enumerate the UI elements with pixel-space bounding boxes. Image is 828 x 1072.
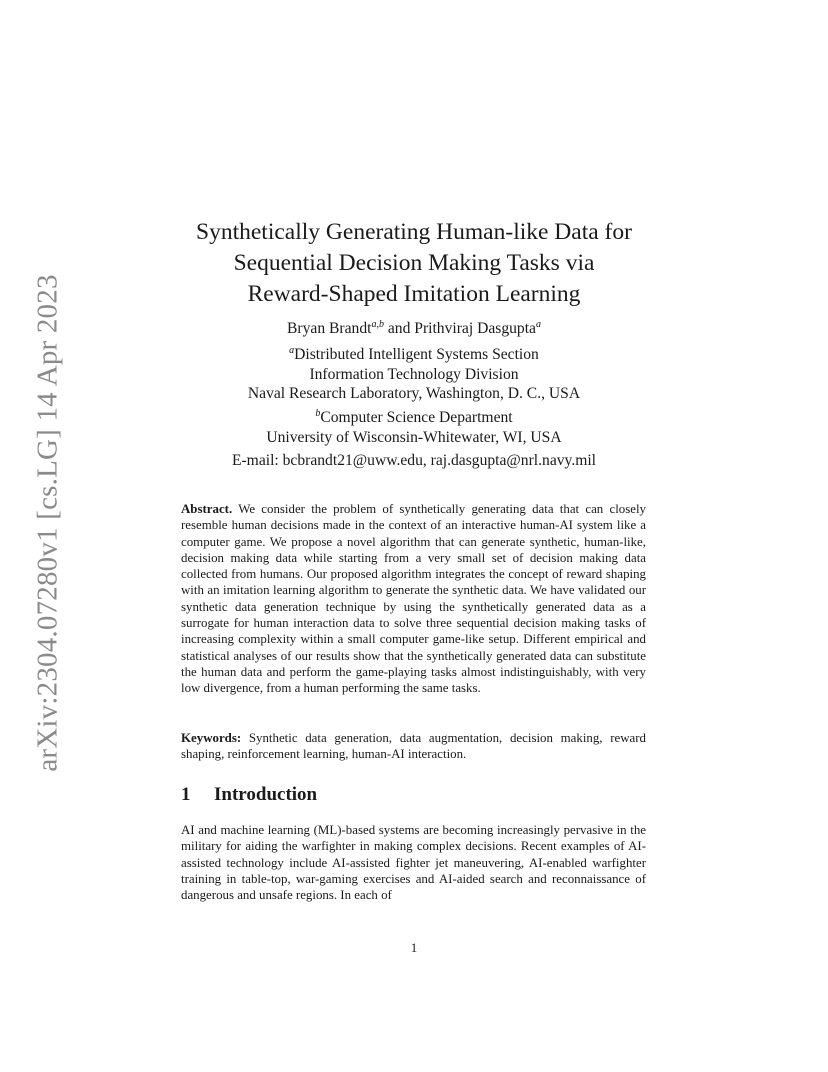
title-line: Sequential Decision Making Tasks via	[233, 250, 595, 276]
affiliation-line: Naval Research Laboratory, Washington, D. C., USA	[247, 385, 581, 402]
keywords-label: Keywords:	[181, 731, 242, 745]
author-affiliation-mark: a,b	[371, 318, 384, 330]
arxiv-identifier: arXiv:2304.07280v1 [cs.LG] 14 Apr 2023	[31, 274, 64, 772]
contact-email: E-mail: bcbrandt21@uww.edu, raj.dasgupta@nrl.navy.mil	[231, 452, 597, 469]
author-name: Bryan Brandt	[287, 320, 372, 337]
keywords-text: Synthetic data generation, data augmentation, decision making, reward shaping, reinforcement learning, human-AI interaction.	[181, 731, 646, 762]
section-heading	[181, 784, 317, 806]
author-list	[0, 320, 828, 338]
affiliation-line: Computer Science Department	[320, 409, 513, 426]
affiliation-mark: b	[315, 407, 321, 419]
paper-title	[0, 217, 828, 310]
author-name: Prithviraj Dasgupta	[414, 320, 536, 337]
affiliation-mark: a	[289, 344, 295, 356]
intro-paragraph: AI and machine learning (ML)-based systems are becoming increasingly pervasive in the military for aiding the warfighter in making complex decisions. Recent examples of AI-assisted technology include AI-assisted fighter jet maneuvering, AI-enabled warfighter training in table-top, war-gaming exercises and AI-aided search and reconnaissance of dangerous and unsafe regions. In each of	[181, 823, 646, 903]
page-number: 1	[410, 940, 418, 955]
section-number: 1	[181, 784, 191, 805]
affiliation-line: Information Technology Division	[309, 365, 519, 383]
author-conjunction: and	[383, 320, 415, 337]
affiliation-a	[0, 345, 828, 404]
keywords	[181, 730, 646, 763]
section-title: Introduction	[214, 784, 318, 805]
title-line: Reward-Shaped Imitation Learning	[247, 281, 581, 307]
abstract-text: We consider the problem of synthetically generating data that can closely resemble human decisions made in the context of an interactive human-AI system like a computer game. We propose a novel algorithm that can generate synthetic, human-like, decision making data while starting from a very small set of decision making data collected from humans. Our proposed algorithm integrates the concept of reward shaping with an imitation learning algorithm to generate the synthetic data. We have validated our synthetic data generation technique by using the synthetically generated data as a surrogate for human interaction data to solve three sequential decision making tasks of increasing complexity within a small computer game-like setup. Different empirical and statistical analyses of our results show that the synthetically generated data can substitute the human data and perform the game-playing tasks almost indistinguishably, with very low divergence, from a human performing the same tasks.	[181, 502, 646, 696]
abstract-label: Abstract.	[181, 502, 233, 516]
abstract	[181, 501, 646, 697]
title-line: Synthetically Generating Human-like Data for	[196, 219, 632, 245]
author-affiliation-mark: a	[535, 318, 541, 330]
affiliation-b	[0, 408, 828, 447]
affiliation-line: Distributed Intelligent Systems Section	[294, 346, 539, 363]
affiliation-line: University of Wisconsin-Whitewater, WI, USA	[266, 428, 562, 446]
